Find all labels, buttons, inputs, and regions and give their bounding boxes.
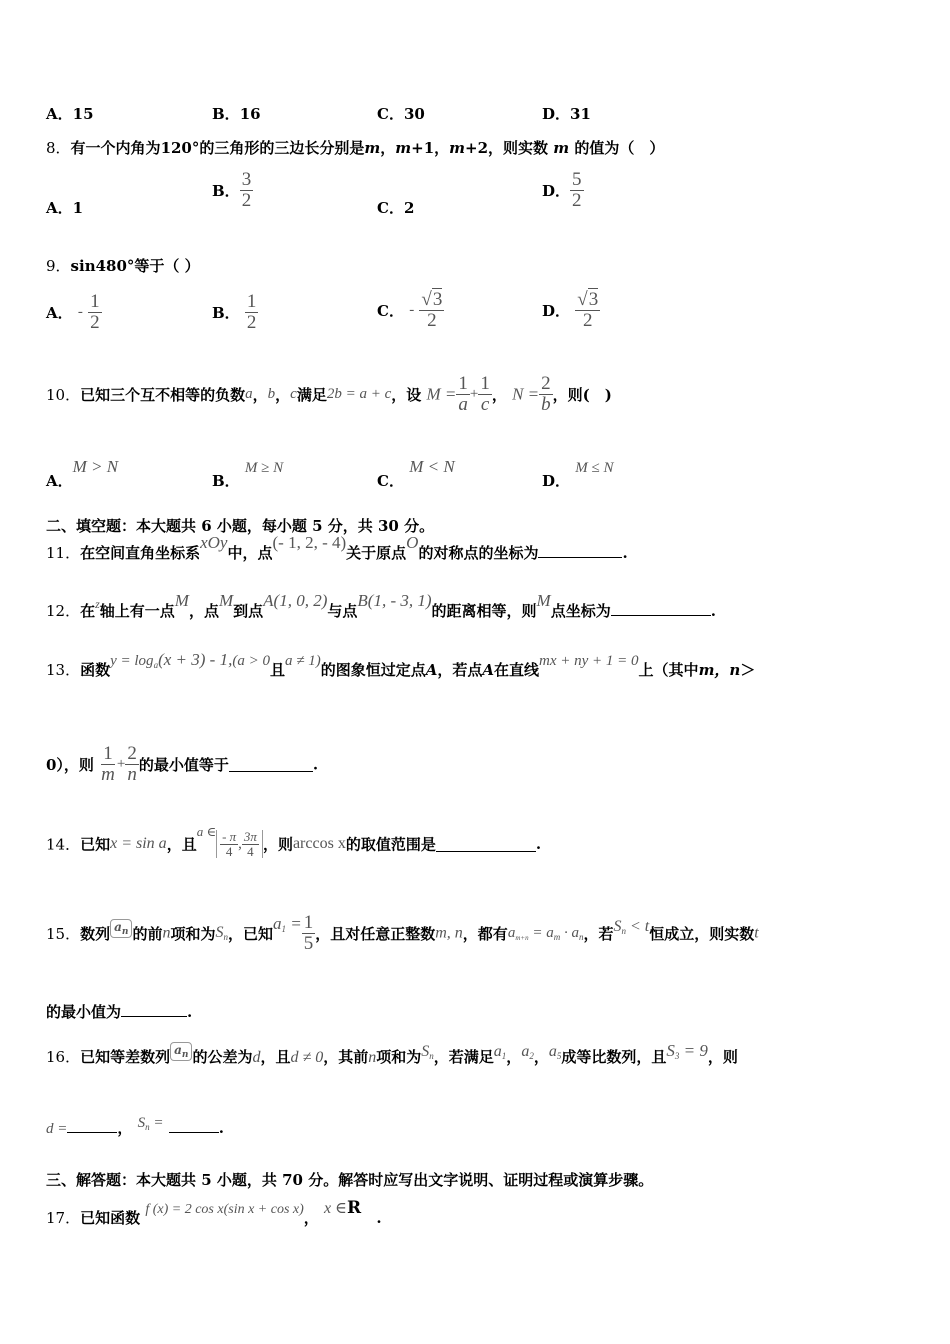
q13-text-6: 0），则: [46, 755, 94, 774]
q14-stem: [46, 824, 542, 859]
sum-index: n: [223, 932, 228, 943]
q10-text-1: 已知三个互不相等的负数: [80, 385, 246, 404]
and-word: 且: [269, 661, 285, 679]
sin-expr: x = sin a: [110, 835, 167, 853]
q10-option-c: [377, 456, 455, 490]
term-index: m+n: [515, 933, 529, 942]
arccos-expr: arccos x: [292, 835, 346, 853]
answer-blank[interactable]: [538, 543, 622, 558]
term-index: n: [578, 931, 584, 942]
question-number: 10．: [46, 385, 81, 404]
fraction: [575, 290, 600, 331]
term-index: 1: [281, 924, 286, 935]
q16-text-6: ，若满足: [433, 1048, 494, 1066]
q16-text-2: 的公差为: [192, 1048, 253, 1066]
q12-text-6: 的距离相等，则: [431, 602, 537, 620]
M-expr: M =: [426, 384, 457, 404]
point-A: A(1, 0, 2): [263, 591, 328, 610]
denominator: b: [541, 393, 551, 415]
period: .: [376, 1209, 382, 1227]
q12-text-1: 在: [80, 602, 96, 620]
log-base: a: [153, 660, 159, 670]
q10-option-b: [212, 456, 284, 490]
q15-text-4: ，已知: [227, 924, 273, 943]
numerator: 1: [246, 291, 257, 312]
denominator: 2: [246, 311, 257, 333]
q16-text-8: ，则: [707, 1048, 738, 1066]
q12-text-5: 与点: [327, 602, 358, 620]
real-numbers: R: [347, 1198, 362, 1218]
section-title: 二、填空题：本大题共 6 小题，每小题 5 分，共 30 分。: [46, 517, 435, 535]
fraction: [220, 830, 238, 858]
var-n: n: [162, 924, 171, 942]
equals: =: [290, 914, 302, 934]
fraction: [242, 830, 259, 858]
q13-text-3: ，若点: [437, 661, 483, 679]
ineq-rhs: < t: [629, 918, 650, 936]
denominator: 4: [247, 843, 254, 859]
q7-option-c: [377, 103, 425, 124]
numerator: 3π: [243, 829, 257, 844]
func-tail: (x + 3) - 1,: [158, 650, 233, 669]
q12-stem: [46, 591, 716, 621]
seq-term: a: [174, 1043, 182, 1057]
term: a: [272, 914, 282, 934]
point-B: B(1, - 3, 1): [357, 591, 432, 610]
var-n: n: [368, 1049, 377, 1066]
vars-mn: m, n: [435, 924, 463, 942]
fraction: [539, 374, 553, 415]
option-expr: M ≥ N: [244, 460, 284, 476]
numerator: 3: [241, 169, 252, 190]
section-title: 三、解答题：本大题共 5 小题，共 70 分。解答时应写出文字说明、证明过程或演算步骤。: [46, 1171, 654, 1189]
numerator: 3: [432, 289, 443, 310]
q11-text-1: 在空间直角坐标系: [80, 544, 201, 562]
q14-text-2: ，且: [166, 835, 197, 854]
q8-text-3: +1，: [411, 139, 450, 157]
interval-head: a ∈: [196, 824, 217, 840]
q15-stem-cont: [46, 1001, 192, 1022]
q15-stem: [46, 913, 759, 954]
option-letter: A．: [46, 105, 73, 123]
option-letter: D．: [542, 301, 571, 320]
period: .: [218, 1119, 224, 1137]
q8-option-a: [46, 197, 83, 218]
answer-blank[interactable]: [436, 837, 536, 852]
sum-symbol: S: [215, 924, 224, 942]
sqrt-icon: √: [421, 289, 432, 310]
fraction: [570, 170, 584, 211]
option-letter: A．: [46, 303, 73, 322]
option-letter: D．: [542, 105, 571, 123]
q8-text-4: +2，则实数: [465, 139, 549, 157]
option-letter: C．: [377, 105, 404, 123]
s3-value: = 9: [683, 1041, 708, 1060]
d-answer-label: d =: [46, 1121, 68, 1137]
sequence: [110, 919, 132, 938]
recurrence: [508, 925, 584, 941]
numerator: 1: [480, 373, 490, 394]
q10-option-a: [46, 456, 119, 490]
seq-term: a: [114, 920, 122, 935]
function-def: f (x) = 2 cos x(sin x + cos x): [145, 1202, 304, 1217]
answer-blank[interactable]: [67, 1118, 117, 1133]
partial-sum: [215, 924, 228, 941]
question-number: 14．: [46, 835, 81, 854]
domain-head: x ∈: [324, 1200, 347, 1217]
point-A: A: [425, 661, 438, 679]
q15-text-5: ，且对任意正整数: [315, 924, 436, 943]
sum-index: n: [145, 1122, 150, 1132]
q15-text-3: 项和为: [170, 924, 216, 943]
inequality: [613, 918, 649, 935]
term-index: 2: [529, 1051, 534, 1061]
greater-than: ＞: [740, 661, 756, 679]
q9-option-d: [542, 290, 600, 331]
fraction: [125, 744, 139, 785]
q9-option-b: [212, 292, 258, 333]
option-text: 31: [570, 105, 591, 123]
d-nonzero: d ≠ 0: [290, 1049, 324, 1066]
seq-index: n: [181, 1050, 189, 1060]
numerator: 2: [127, 743, 137, 764]
sum-index: n: [621, 926, 626, 937]
option-letter: B．: [212, 472, 240, 490]
option-letter: C．: [377, 472, 404, 490]
q9-option-a: [46, 292, 102, 333]
term: = a: [532, 924, 554, 941]
q8-text-5: 的值为（ ）: [574, 139, 665, 157]
comma: ，: [252, 385, 268, 404]
var-a: a: [245, 385, 253, 402]
q8-option-c: [377, 197, 414, 218]
sum-symbol: S: [666, 1041, 675, 1060]
fraction: [88, 292, 102, 333]
denominator: 2: [582, 309, 593, 331]
q17-text-2: ，: [303, 1209, 319, 1227]
option-text: 30: [403, 105, 425, 123]
q11-text-2: 中，点: [227, 544, 273, 562]
term: a: [521, 1043, 530, 1060]
option-letter: C．: [377, 301, 404, 320]
q15-text-7: ，若: [583, 924, 614, 943]
option-letter: A．: [46, 472, 73, 490]
denominator: 2: [90, 311, 100, 333]
q16-text-9: ，: [117, 1119, 133, 1137]
q10-option-d: [542, 456, 614, 490]
q8-angle: 120°: [160, 139, 200, 157]
q13-stem-cont: [46, 744, 318, 785]
sqrt-icon: √: [577, 289, 588, 310]
answer-blank[interactable]: [611, 601, 711, 616]
q12-text-4: 到点: [233, 602, 264, 620]
q16-text-1: 已知等差数列: [80, 1048, 171, 1066]
fraction: [478, 374, 492, 415]
q13-stem: [46, 650, 756, 680]
q15-text-2: 的前: [132, 924, 163, 943]
comma: ，: [533, 1048, 549, 1066]
vars-mn: m，n: [698, 661, 741, 679]
sum-index: 3: [674, 1051, 680, 1061]
q11-text-4: 的对称点的坐标为: [418, 544, 539, 562]
sum-symbol: S: [613, 918, 622, 936]
q12-text-2: 轴上有一点: [99, 602, 175, 620]
comma: ，: [506, 1048, 522, 1066]
q8-option-d: [542, 170, 584, 211]
q8-text-2: 的三角形的三边长分别是: [199, 139, 365, 157]
q13-text-1: 函数: [80, 661, 111, 679]
q16-stem: [46, 1041, 738, 1069]
term: a: [548, 1043, 557, 1060]
q11-stem: [46, 533, 628, 563]
question-number: 11．: [46, 544, 81, 562]
minus-sign: -: [77, 303, 83, 320]
q16-stem-cont: [46, 1117, 224, 1138]
q17-stem: [46, 1197, 382, 1227]
var-t: t: [754, 924, 759, 942]
s3-condition: [666, 1041, 707, 1060]
denominator: 5: [303, 932, 314, 954]
period: .: [312, 755, 319, 774]
sum-index: n: [429, 1051, 434, 1061]
q8-stem: 8．有一个内角为120°的三角形的三边长分别是m，m+1，m+2，则实数 m 的值为（ ）: [46, 139, 665, 157]
q16-text-3: ，且: [260, 1048, 291, 1066]
comma: ，: [491, 385, 507, 404]
log-function: [110, 650, 270, 670]
denominator: n: [127, 763, 137, 785]
q10-stem: [46, 374, 612, 415]
denominator: 4: [225, 843, 233, 859]
numerator: 3: [588, 289, 599, 310]
point-coords: (- 1, 2, - 4): [272, 533, 347, 552]
term-index: m: [553, 931, 561, 942]
q11-text-3: 关于原点: [346, 544, 407, 562]
first-term: [273, 914, 302, 933]
answer-blank[interactable]: [121, 1002, 187, 1017]
sn-answer-label: [138, 1115, 164, 1131]
sequence: [170, 1042, 192, 1061]
coord-system: xOy: [200, 533, 228, 552]
q7-option-b: [212, 103, 261, 124]
period: .: [535, 835, 542, 854]
term-a1: [494, 1043, 507, 1060]
q9-text: sin480°等于（ ）: [70, 257, 200, 275]
question-number: 8．: [46, 139, 71, 157]
term-a5: [549, 1043, 562, 1060]
q15-text-9: 的最小值为: [46, 1003, 122, 1021]
condition-1: (a > 0: [232, 653, 270, 669]
plus-sign: +: [116, 755, 126, 772]
denominator: 2: [241, 189, 252, 211]
period: .: [710, 602, 716, 620]
denominator: a: [458, 393, 468, 415]
var-d: d: [252, 1049, 261, 1066]
q8-var-m: m: [449, 139, 466, 157]
option-expr: M > N: [72, 457, 119, 476]
seq-index: n: [121, 927, 129, 938]
condition-expr: 2b = a + c: [326, 385, 392, 402]
q14-text-1: 已知: [80, 835, 111, 854]
sum-symbol: S: [421, 1043, 430, 1060]
condition-2: a ≠ 1): [284, 653, 321, 669]
partial-sum: [421, 1043, 434, 1060]
question-number: 13．: [46, 661, 81, 679]
q8-var-m: m: [553, 139, 570, 157]
q10-text-4: ，则( ): [552, 385, 612, 404]
q14-text-3: ，则: [262, 835, 293, 854]
fraction: [99, 744, 117, 785]
z-axis-label: z: [95, 597, 100, 611]
point-M: M: [218, 591, 234, 610]
fraction: [419, 290, 444, 331]
numerator: 2: [541, 373, 551, 394]
fraction: [302, 913, 316, 954]
fraction: [456, 374, 470, 415]
option-text: 1: [72, 199, 84, 217]
comma: ,: [238, 835, 242, 852]
option-letter: D．: [542, 472, 571, 490]
term-index: 1: [501, 1051, 507, 1061]
option-letter: C．: [377, 199, 404, 217]
denominator: 2: [427, 309, 437, 331]
q13-text-7: 的最小值等于: [138, 755, 229, 774]
var-c: c: [290, 385, 297, 402]
period: .: [187, 1003, 193, 1021]
fraction: [245, 292, 259, 333]
comma: ，: [275, 385, 291, 404]
numerator: 1: [90, 291, 100, 312]
numerator: 1: [103, 743, 113, 764]
numerator: 1: [458, 373, 468, 394]
N-expr: N =: [512, 384, 540, 404]
q14-text-4: 的取值范围是: [345, 835, 436, 854]
equals: =: [153, 1115, 164, 1131]
question-number: 9．: [46, 257, 71, 275]
answer-blank[interactable]: [169, 1118, 219, 1133]
option-letter: B．: [212, 181, 240, 200]
term: a: [493, 1043, 502, 1060]
point-M: M: [536, 591, 551, 610]
q15-text-6: ，都有: [462, 924, 508, 943]
interval: [216, 830, 263, 858]
q8-var-m: m: [395, 139, 412, 157]
q16-text-5: 项和为: [376, 1048, 422, 1066]
minus-sign: -: [409, 301, 415, 318]
question-number: 17．: [46, 1209, 81, 1227]
answer-blank[interactable]: [229, 757, 313, 772]
option-letter: B．: [212, 303, 240, 322]
q13-text-5: 上（其中: [638, 661, 699, 679]
q17-text-1: 已知函数: [80, 1209, 141, 1227]
question-number: 16．: [46, 1048, 81, 1066]
q7-option-a: [46, 103, 94, 124]
option-text: 2: [403, 199, 415, 217]
q8-option-b: [212, 170, 253, 211]
question-number: 12．: [46, 602, 81, 620]
fraction: [240, 170, 254, 211]
line-equation: mx + ny + 1 = 0: [539, 653, 639, 669]
term-index: 5: [556, 1051, 562, 1061]
term-a2: [521, 1043, 534, 1060]
term: a: [507, 924, 516, 941]
option-expr: M ≤ N: [575, 460, 614, 476]
numerator: 1: [303, 912, 314, 933]
option-text: 16: [239, 105, 261, 123]
q10-text-2: 满足: [296, 385, 327, 404]
denominator: c: [480, 393, 490, 415]
sum-symbol: S: [137, 1115, 146, 1131]
numerator: - π: [222, 829, 237, 844]
question-number: 15．: [46, 924, 81, 943]
plus-sign: +: [469, 385, 479, 402]
q16-text-7: 成等比数列，且: [561, 1048, 667, 1066]
q16-text-4: ，其前: [323, 1048, 369, 1066]
period: .: [622, 544, 628, 562]
point-M: M: [174, 591, 189, 610]
q7-option-d: [542, 103, 591, 124]
q13-text-4: 在直线: [494, 661, 540, 679]
denominator: m: [101, 763, 115, 785]
origin-label: O: [406, 533, 419, 552]
q8-var-m: m: [364, 139, 381, 157]
term: · a: [563, 924, 579, 941]
option-letter: B．: [212, 105, 240, 123]
q12-text-7: 点坐标为: [550, 602, 611, 620]
func-head: y = log: [110, 653, 154, 669]
q15-text-1: 数列: [80, 924, 111, 943]
option-expr: M < N: [409, 457, 455, 476]
q15-text-8: 恒成立，则实数: [649, 924, 755, 943]
q9-option-c: [377, 290, 444, 331]
q12-text-3: ，点: [188, 602, 219, 620]
option-text: 15: [72, 105, 94, 123]
q8-text-1: 有一个内角为: [70, 139, 161, 157]
q10-text-3: ，设: [391, 385, 422, 404]
option-letter: A．: [46, 199, 73, 217]
var-b: b: [267, 385, 276, 402]
q13-text-2: 的图象恒过定点: [320, 661, 426, 679]
numerator: 5: [572, 169, 582, 190]
point-A: A: [482, 661, 495, 679]
option-letter: D．: [542, 181, 571, 200]
q9-stem: [46, 255, 200, 276]
denominator: 2: [572, 189, 582, 211]
